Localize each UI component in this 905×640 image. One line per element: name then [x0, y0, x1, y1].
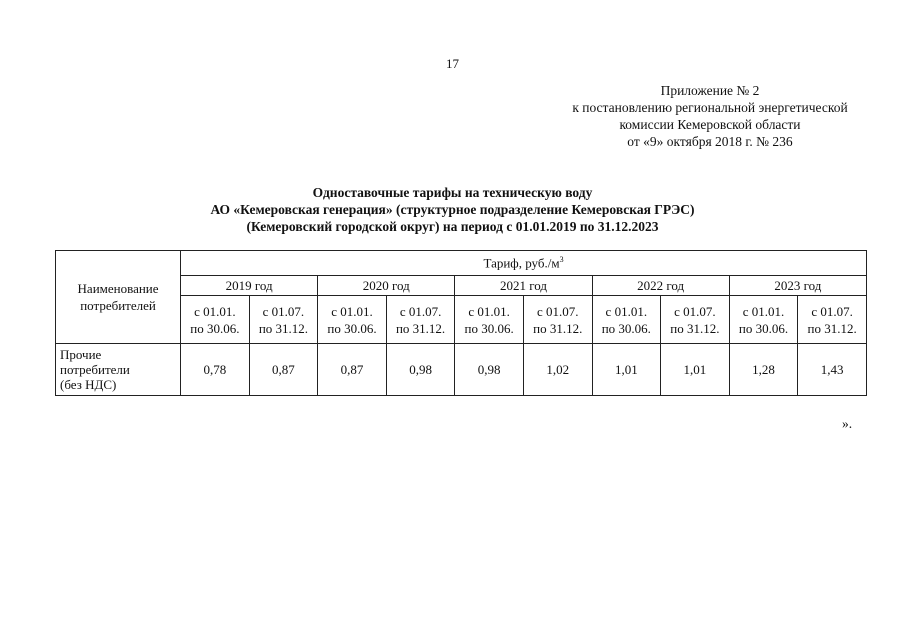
period-start: с 01.01. — [605, 303, 648, 319]
period-header — [455, 296, 524, 344]
period-start: с 01.01. — [331, 303, 373, 319]
tariff-value: 0,87 — [318, 344, 387, 396]
document-title — [0, 184, 905, 235]
year-header: 2022 год — [592, 276, 729, 296]
table-header-row — [56, 251, 867, 276]
period-start: с 01.01. — [742, 303, 785, 319]
title-line: АО «Кемеровская генерация» (структурное подразделение Кемеровская ГРЭС) — [210, 202, 695, 217]
period-end: по 31.12. — [670, 320, 720, 336]
period-end: по 31.12. — [258, 320, 309, 336]
period-end: по 31.12. — [807, 320, 857, 336]
period-end: по 30.06. — [601, 320, 651, 336]
tariff-value: 1,01 — [661, 344, 730, 396]
page-number: 17 — [446, 56, 459, 71]
table-row — [56, 344, 867, 396]
year-header: 2020 год — [318, 276, 455, 296]
consumer-label-line: Прочие — [60, 347, 102, 362]
period-start: с 01.07. — [811, 303, 853, 319]
appendix-reference — [540, 82, 880, 150]
consumer-label-line: (без НДС) — [60, 377, 117, 392]
period-header — [523, 296, 592, 344]
consumer-header-line: потребителей — [80, 298, 156, 313]
tariff-table — [55, 250, 867, 396]
year-header: 2019 год — [181, 276, 318, 296]
tariff-header — [181, 251, 867, 276]
period-header — [798, 296, 867, 344]
period-header — [592, 296, 661, 344]
period-header — [661, 296, 730, 344]
tariff-value: 0,98 — [386, 344, 455, 396]
year-header: 2021 год — [455, 276, 592, 296]
consumer-header-line: Наименование — [77, 281, 159, 296]
period-header — [249, 296, 318, 344]
period-end: по 30.06. — [738, 320, 789, 336]
closing-quote-mark: ». — [842, 416, 853, 431]
period-start: с 01.07. — [399, 303, 442, 319]
tariff-value: 0,78 — [181, 344, 250, 396]
period-end: по 30.06. — [327, 320, 377, 336]
period-start: с 01.01. — [468, 303, 510, 319]
period-start: с 01.07. — [536, 303, 579, 319]
tariff-value: 0,98 — [455, 344, 524, 396]
consumer-column-header — [56, 251, 181, 344]
year-header: 2023 год — [729, 276, 866, 296]
tariff-value: 1,02 — [523, 344, 592, 396]
tariff-value: 1,43 — [798, 344, 867, 396]
period-header — [318, 296, 387, 344]
appendix-line: к постановлению региональной энергетической — [572, 100, 848, 115]
tariff-value: 0,87 — [249, 344, 318, 396]
tariff-value: 1,28 — [729, 344, 798, 396]
period-end: по 31.12. — [533, 320, 583, 336]
title-line: (Кемеровский городской округ) на период с 01.01.2019 по 31.12.2023 — [246, 219, 659, 234]
period-start: с 01.07. — [262, 303, 305, 319]
tariff-value: 1,01 — [592, 344, 661, 396]
appendix-line: от «9» октября 2018 г. № 236 — [627, 134, 793, 149]
period-end: по 30.06. — [464, 320, 514, 336]
consumer-label-line: потребители — [60, 362, 130, 377]
period-end: по 30.06. — [190, 320, 240, 336]
period-header — [181, 296, 250, 344]
period-header — [729, 296, 798, 344]
period-header — [386, 296, 455, 344]
period-end: по 31.12. — [395, 320, 446, 336]
period-start: с 01.07. — [674, 303, 716, 319]
consumer-label — [56, 344, 181, 396]
appendix-line: Приложение № 2 — [660, 83, 760, 98]
title-line: Одноставочные тарифы на техническую воду — [312, 185, 593, 200]
appendix-line: комиссии Кемеровской области — [619, 117, 801, 132]
tariff-unit-sup: 3 — [559, 254, 564, 264]
period-start: с 01.01. — [194, 303, 236, 319]
tariff-header-text: Тариф, руб./м — [483, 255, 560, 271]
